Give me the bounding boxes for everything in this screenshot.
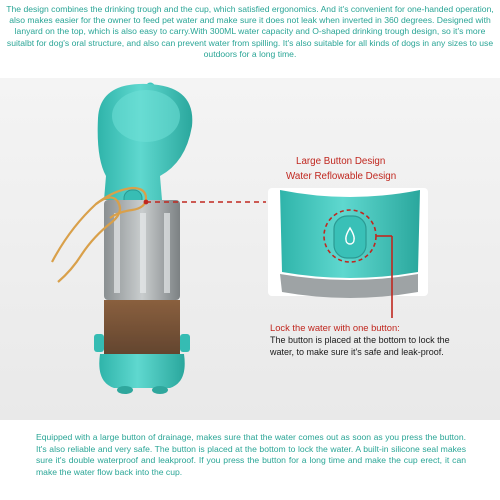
callout-large-button: Large Button Design	[296, 156, 386, 167]
base-foot	[117, 386, 133, 394]
chamber-rib	[164, 213, 170, 293]
trough-highlight	[112, 90, 180, 142]
zoom-button	[334, 216, 366, 258]
chamber-rib	[114, 213, 120, 293]
intro-paragraph: The design combines the drinking trough and the cup, which satisfied ergonomics. And it's convenient for one-handed operation, also makes easier for the owner to feed pet water and make sure it does not leak when inverted in 360 degrees. Designed with lanyard on the top, which is also easy to carry.With 300ML water capacity and O-shaped drinking trough design, so it's more suitalbt for dog's oral structure, and also can prevent water from spilling. It's also suitable for all kinds of dogs in any sizes to use outdoors for a long time.	[6, 4, 494, 59]
base-foot	[152, 386, 168, 394]
callout-reflowable: Water Reflowable Design	[286, 171, 397, 182]
lock-heading: Lock the water with one button:	[270, 322, 400, 333]
feature-paragraph: Equipped with a large button of drainage, makes sure that the water comes out as soon as you press the button. It's also reliable and very safe. The button is placed at the bottom to lock the water. A built-in silicone seal makes sure it's double waterproof and leakproof. If you press the button for a long time and make the cup erect, it can make the water flow back into the cup.	[36, 432, 466, 477]
bottle-scene-graphic	[0, 78, 500, 420]
bottle-base	[99, 354, 184, 388]
lock-description: The button is placed at the bottom to lock the water, to make sure it's safe and leak-proof.	[270, 335, 450, 358]
side-clip	[180, 334, 190, 352]
side-clip	[94, 334, 104, 352]
connector-dot	[144, 200, 149, 205]
chamber-rib	[140, 213, 146, 293]
food-compartment-shine	[104, 300, 180, 358]
product-illustration	[0, 78, 500, 420]
